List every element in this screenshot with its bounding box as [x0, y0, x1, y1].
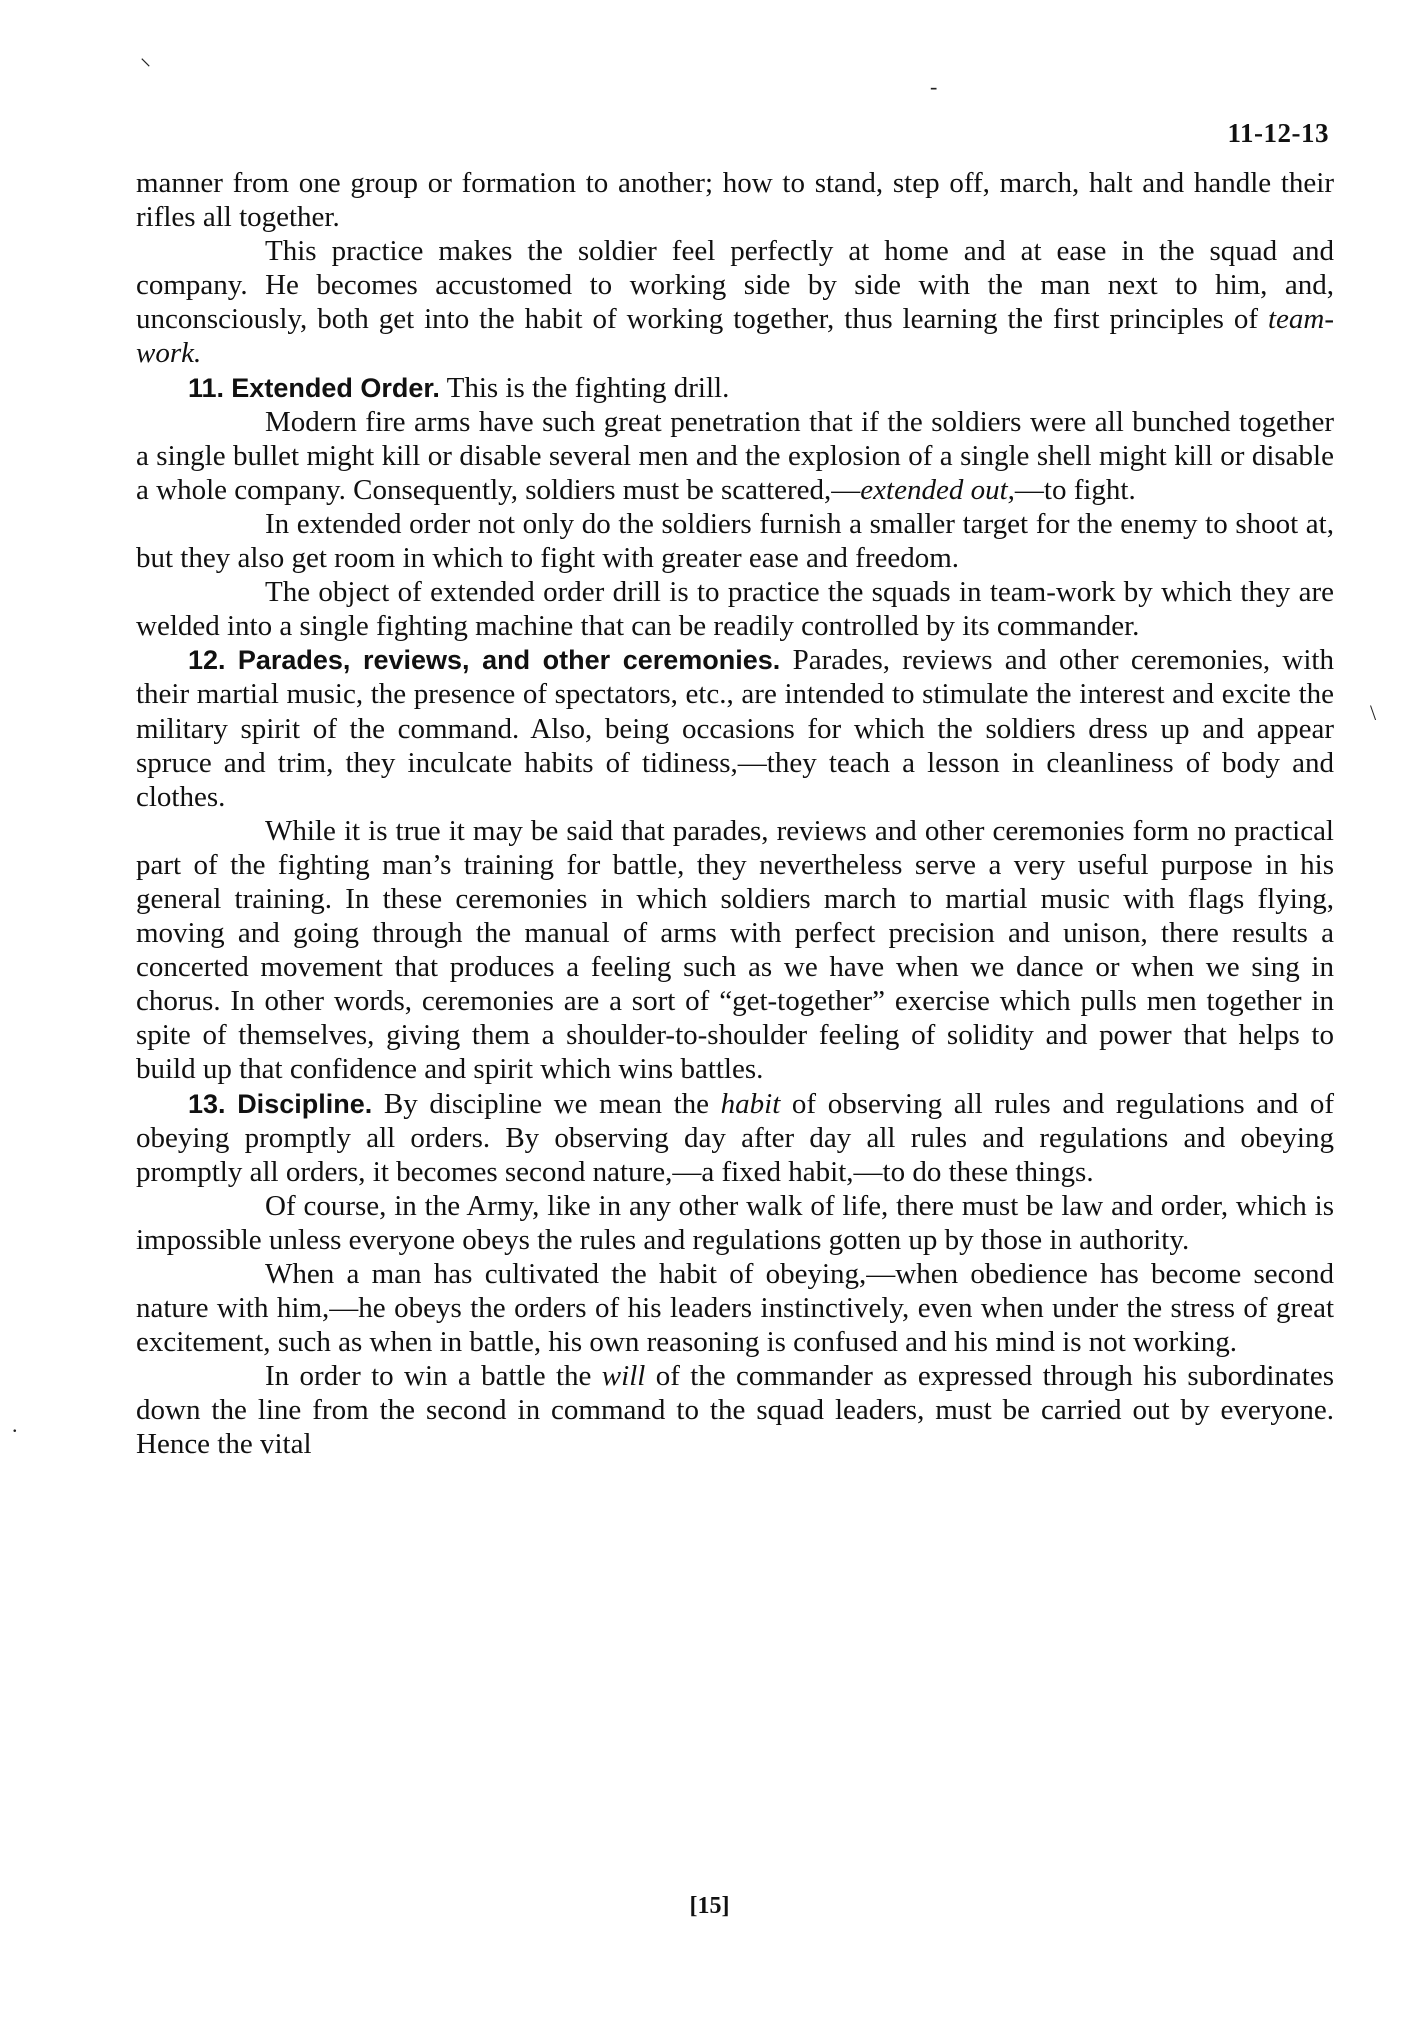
section-13: 13. Discipline. By discipline we mean the habit of observing all rules and regulations and of obeying promptly all orders. By observing day after day all rules and regulations and obeying promptly all orders, it becomes second nature,—a fixed habit,—to do these things.: [136, 1087, 1334, 1188]
stray-mark-top-center: -: [930, 74, 938, 99]
stray-mark-right: \: [1370, 700, 1377, 725]
section-11: 11. Extended Order. This is the fighting drill.: [188, 371, 730, 404]
section-12: 12. Parades, reviews, and other ceremonies. Parades, reviews and other ceremonies, with their martial music, the presence of spectators, etc., are intended to stimulate the interest and excite the military spirit of the command. Also, being occasions for which the soldiers dress up and appear spruce and trim, they inculcate habits of tidiness,—they teach a lesson in cleanliness of body and clothes.: [136, 644, 1334, 813]
body-text: [136, 166, 1334, 1462]
section-heading: Discipline.: [237, 1088, 373, 1119]
paragraph-ceremonies: While it is true it may be said that parades, reviews and other ceremonies form no practical part of the fighting man’s training for battle, they nevertheless serve a very useful purpose in his general training. In these ceremonies in which soldiers march to martial music with flags flying, moving and going through the manual of arms with perfect precision and unison, there results a concerted movement that produces a feeling such as we have when we dance or when we sing in chorus. In other words, ceremonies are a sort of “get-together” exercise which pulls men together in spite of themselves, giving them a shoulder-to-shoulder feeling of solidity and power that helps to build up that confidence and spirit which wins battles.: [136, 814, 1334, 1086]
paragraph-continuation: manner from one group or formation to another; how to stand, step off, march, halt and handle their rifles all together.: [136, 167, 1334, 234]
paragraph-practice: This practice makes the soldier feel perfectly at home and at ease in the squad and company. He becomes accustomed to working side by side with the man next to him, and, unconsciously, both get into the habit of working together, thus learning the first principles of team-work.: [136, 235, 1334, 370]
section-heading: Parades, reviews, and other ceremonies.: [237, 645, 781, 676]
section-number: 11.: [188, 372, 225, 403]
stray-mark-bottom-left: .: [12, 1412, 18, 1437]
paragraph-object: The object of extended order drill is to practice the squads in team-work by which they are welded into a single fighting machine that can be readily controlled by its commander.: [136, 576, 1334, 643]
section-number: 12.: [188, 645, 226, 676]
stray-mark-top-left: ⸌: [140, 54, 152, 79]
page-number: [15]: [689, 1893, 730, 1919]
page-code: 11-12-13: [1227, 118, 1329, 148]
paragraph-obeying: When a man has cultivated the habit of obeying,—when obedience has become second nature with him,—he obeys the orders of his leaders instinctively, even when under the stress of great excitement, such as when in battle, his own reasoning is confused and his mind is not working.: [136, 1258, 1334, 1359]
paragraph-law-and-order: Of course, in the Army, like in any other walk of life, there must be law and order, which is impossible unless everyone obeys the rules and regulations gotten up by those in authority.: [136, 1189, 1334, 1256]
paragraph-extended-order: In extended order not only do the soldiers furnish a smaller target for the enemy to shoot at, but they also get room in which to fight with greater ease and freedom.: [136, 507, 1334, 575]
section-number: 13.: [188, 1088, 226, 1119]
paragraph-will-of-commander: In order to win a battle the will of the commander as expressed through his subordinates down the line from the second in command to the squad leaders, must be carried out by everyone. Hence the vital: [136, 1360, 1334, 1461]
paragraph-fire-arms: Modern fire arms have such great penetration that if the soldiers were all bunched together a single bullet might kill or disable several men and the explosion of a single shell might kill or disable a whole company. Consequently, soldiers must be scattered,—extended out,—to fight.: [136, 405, 1334, 506]
section-heading: Extended Order.: [231, 372, 440, 403]
